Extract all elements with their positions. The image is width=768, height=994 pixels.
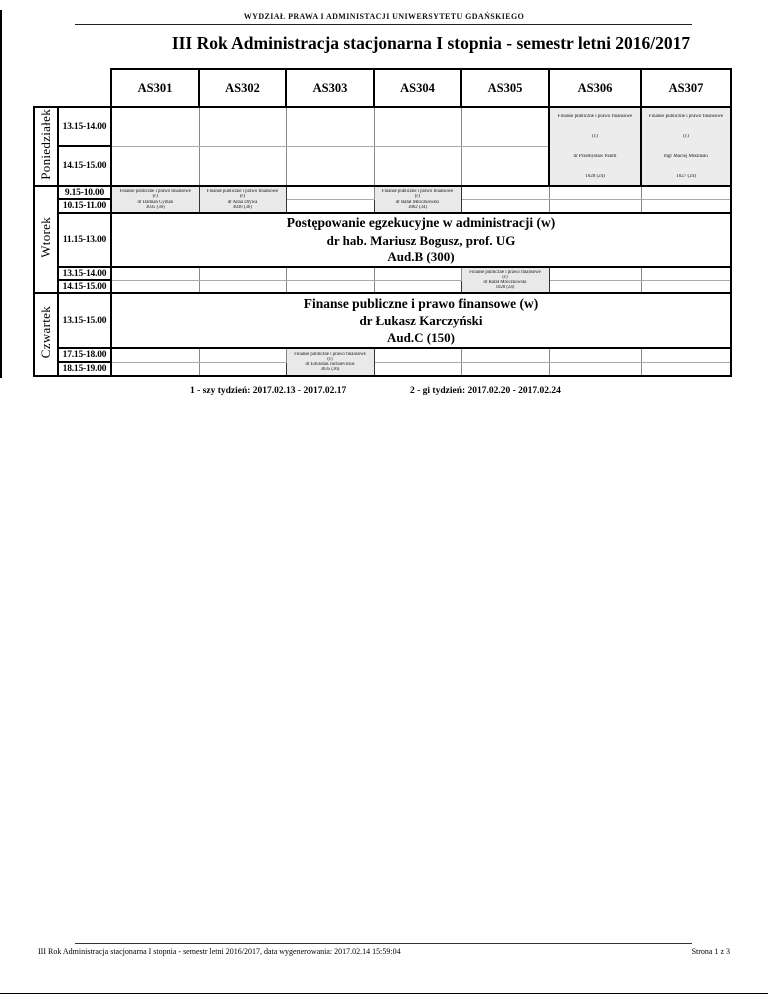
group-header-as302: AS302: [199, 69, 286, 107]
empty-slot: [374, 348, 461, 362]
header-rule: [75, 24, 692, 25]
footer-page-number: Strona 1 z 3: [691, 947, 730, 956]
empty-slot: [199, 267, 286, 280]
empty-slot: [199, 280, 286, 293]
time-cell: 10.15-11.00: [58, 199, 111, 213]
course-type: (ć): [683, 134, 689, 139]
day-label-text: Poniedziałek: [38, 108, 53, 180]
empty-slot: [199, 146, 286, 186]
group-header-as305: AS305: [461, 69, 549, 107]
empty-slot: [461, 107, 549, 146]
empty-slot: [374, 362, 461, 376]
empty-slot: [461, 199, 549, 213]
time-cell: 9.15-10.00: [58, 186, 111, 199]
time-cell: 17.15-18.00: [58, 348, 111, 362]
course-room: 3035 (36): [320, 367, 340, 373]
course-room: 3035 (36): [145, 204, 165, 210]
course-name: Finanse publiczne i prawo finansowe: [381, 189, 454, 194]
course-lecturer: dr Przemysław Panfil: [573, 154, 617, 159]
course-lecturer: dr Rafał Mroczkowski: [483, 280, 527, 285]
empty-slot: [461, 348, 549, 362]
course-name: Finanse publiczne i prawo finansowe: [294, 351, 366, 357]
tuesday-row-5: [34, 280, 731, 293]
empty-slot: [286, 186, 374, 199]
group-header-as307: AS307: [641, 69, 731, 107]
empty-slot: [374, 146, 461, 186]
course-name: Finanse publiczne i prawo finansowe: [648, 114, 724, 119]
empty-slot: [549, 267, 641, 280]
faculty-header: WYDZIAŁ PRAWA I ADMINISTACJI UNIWERSYTETU GDAŃSKIEGO: [243, 12, 525, 21]
thursday-row-3: [34, 362, 731, 376]
empty-slot: [111, 267, 199, 280]
empty-slot: [549, 362, 641, 376]
course-room: 3062 (34): [408, 204, 427, 210]
course-room: 1028 (24): [495, 285, 515, 291]
group-header-as304: AS304: [374, 69, 461, 107]
empty-slot: [199, 348, 286, 362]
course-lecturer: dr Edvardas Juchnevičius: [305, 362, 355, 367]
thursday-row-2: [34, 348, 731, 362]
empty-slot: [111, 348, 199, 362]
course-name: Finanse publiczne i prawo finansowe: [206, 189, 279, 194]
course-lecturer: mgr Maciej Mikliński: [664, 154, 708, 159]
time-cell: 18.15-19.00: [58, 362, 111, 376]
footer-generated-info: III Rok Administracja stacjonarna I stopnia - semestr letni 2016/2017, data wygenerowania: 2017.02.14 15:59:04: [38, 947, 401, 956]
tuesday-row-1: [34, 186, 731, 199]
course-room: 1027 (24): [676, 174, 696, 179]
empty-slot: [286, 146, 374, 186]
empty-slot: [199, 107, 286, 146]
empty-slot: [199, 362, 286, 376]
time-cell: 13.15-14.00: [58, 267, 111, 280]
day-label-thursday: [34, 293, 58, 376]
group-header-as301: AS301: [111, 69, 199, 107]
course-type: (ć): [592, 134, 598, 139]
empty-slot: [461, 186, 549, 199]
class-cell-tue-as302: [199, 186, 286, 213]
course-lecturer: dr Rafał Mroczkowski: [395, 199, 440, 205]
lecture-lecturer: dr Łukasz Karczyński: [359, 313, 483, 329]
time-cell: 13.15-15.00: [58, 293, 111, 348]
course-name: Finanse publiczne i prawo finansowe: [557, 114, 633, 119]
empty-slot: [641, 186, 731, 199]
course-type: (ć): [327, 356, 333, 362]
empty-slot: [286, 280, 374, 293]
course-type: (ć): [502, 274, 508, 280]
empty-slot: [549, 280, 641, 293]
lecture-room: Aud.B (300): [387, 249, 455, 265]
empty-slot: [286, 199, 374, 213]
timetable: [33, 68, 732, 377]
week1-note: 1 - szy tydzień: 2017.02.13 - 2017.02.17: [190, 386, 347, 396]
empty-slot: [461, 362, 549, 376]
lecture-title: Finanse publiczne i prawo finansowe (w): [303, 295, 539, 311]
empty-slot: [286, 107, 374, 146]
empty-slot: [461, 146, 549, 186]
empty-slot: [641, 362, 731, 376]
course-name: Finanse publiczne i prawo finansowe: [119, 189, 191, 194]
lecture-lecturer: dr hab. Mariusz Bogusz, prof. UG: [326, 232, 516, 248]
lecture-cell-tuesday: [111, 213, 731, 267]
group-header-as306: AS306: [549, 69, 641, 107]
lecture-cell-thursday: [111, 293, 731, 348]
empty-slot: [374, 280, 461, 293]
empty-slot: [374, 267, 461, 280]
time-cell: 14.15-15.00: [58, 280, 111, 293]
day-label-text: Czwartek: [38, 305, 53, 359]
day-label-text: Wtorek: [38, 216, 53, 258]
empty-slot: [111, 146, 199, 186]
scan-edge-left: [0, 10, 2, 378]
day-label-monday: [34, 107, 58, 186]
empty-slot: [641, 199, 731, 213]
course-type: (ć): [414, 194, 421, 200]
tuesday-lecture-row: [34, 213, 731, 267]
week2-note: 2 - gi tydzień: 2017.02.20 - 2017.02.24: [410, 386, 561, 396]
empty-slot: [641, 348, 731, 362]
empty-slot: [549, 348, 641, 362]
empty-slot: [641, 267, 731, 280]
footer-rule: [75, 943, 692, 944]
class-cell-mon-as307: [641, 107, 731, 186]
page-title: III Rok Administracja stacjonarna I stopnia - semestr letni 2016/2017: [171, 33, 691, 53]
tuesday-row-4: [34, 267, 731, 280]
lecture-title: Postępowanie egzekucyjne w administracji (w): [286, 215, 556, 230]
empty-slot: [549, 199, 641, 213]
group-header-row: [34, 69, 731, 107]
class-cell-thu-as303: [286, 348, 374, 376]
empty-slot: [641, 280, 731, 293]
monday-row-1: [34, 107, 731, 146]
course-name: Finanse publiczne i prawo finansowe: [469, 269, 541, 275]
empty-slot: [286, 267, 374, 280]
time-cell: 13.15-14.00: [58, 107, 111, 146]
course-room: 4036 (36): [233, 204, 252, 210]
course-type: (ć): [152, 194, 158, 200]
class-cell-tue-as304: [374, 186, 461, 213]
group-header-as303: AS303: [286, 69, 374, 107]
lecture-room: Aud.C (150): [387, 329, 455, 345]
course-room: 1028 (24): [585, 174, 605, 179]
time-cell: 11.15-13.00: [58, 213, 111, 267]
empty-slot: [111, 107, 199, 146]
course-lecturer: dr Damian Cyman: [137, 199, 173, 205]
class-cell-tue-as301: [111, 186, 199, 213]
course-type: (ć): [239, 194, 246, 200]
empty-slot: [111, 362, 199, 376]
course-lecturer: dr Anna Drywa: [227, 199, 258, 205]
day-label-tuesday: [34, 186, 58, 293]
thursday-lecture-row: [34, 293, 731, 348]
empty-slot: [374, 107, 461, 146]
empty-slot: [549, 186, 641, 199]
class-cell-mon-as306: [549, 107, 641, 186]
time-cell: 14.15-15.00: [58, 146, 111, 186]
header-corner-spacer: [34, 69, 111, 107]
class-cell-tue-as305: [461, 267, 549, 293]
empty-slot: [111, 280, 199, 293]
